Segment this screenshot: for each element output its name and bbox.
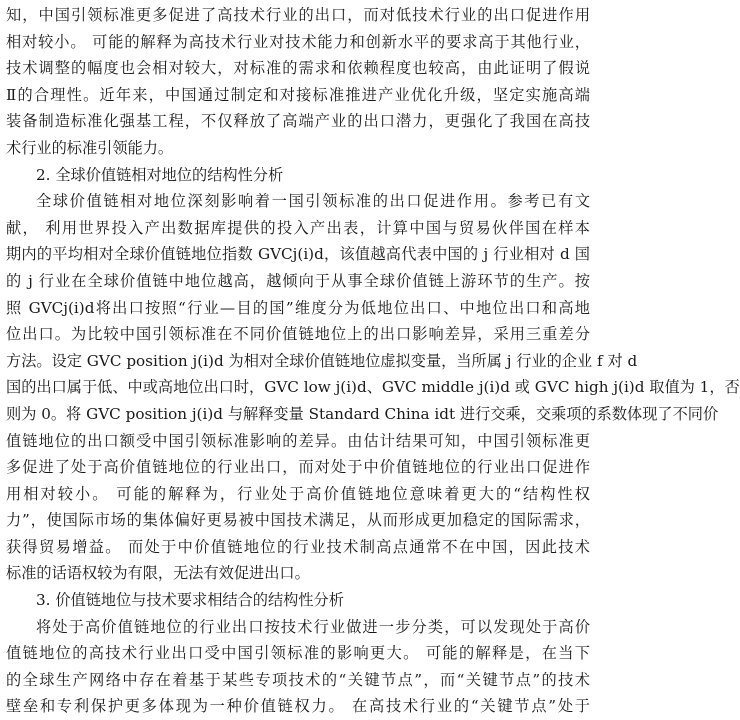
text-line: 方法。设定 GVC position j(i)d 为相对全球价值链地位虚拟变量，当所属 j 行业的企业 f 对 d bbox=[6, 351, 638, 370]
text-line: 技术调整的幅度也会相对较大，对标准的需求和依赖程度也较高，由此证明了假说 bbox=[6, 59, 590, 78]
text-line: 期内的平均相对全球价值链地位指数 GVCj(i)d，该值越高代表中国的 j 行业相对 d 国 bbox=[6, 245, 590, 264]
text-line: 位出口。为比较中国引领标准在不同价值链地位上的出口影响差异，采用三重差分 bbox=[6, 325, 590, 344]
text-line: 术行业的标准引领能力。 bbox=[6, 138, 174, 157]
text-line: 将处于高价值链地位的行业出口按技术行业做进一步分类，可以发现处于高价 bbox=[36, 617, 590, 636]
text-line: 力”，使国际市场的集体偏好更易被中国技术满足，从而形成更加稳定的国际需求， bbox=[6, 511, 590, 530]
text-line: 国的出口属于低、中或高地位出口时，GVC low j(i)d、GVC middle j(i)d 或 GVC high j(i)d 取值为 1，否 bbox=[6, 378, 740, 397]
text-line: 用相对较小。 可能的解释为，行业处于高价值链地位意味着更大的“结构性权 bbox=[6, 484, 590, 503]
section-heading-3: 3. 价值链地位与技术要求相结合的结构性分析 bbox=[36, 591, 344, 610]
text-line: 标准的话语权较为有限，无法有效促进出口。 bbox=[6, 564, 310, 583]
document-page bbox=[6, 2, 740, 720]
text-line: 的全球生产网络中存在着基于某些专项技术的“关键节点”，而“关键节点”的技术 bbox=[6, 670, 590, 689]
text-line: 相对较小。 可能的解释为高技术行业对技术能力和创新水平的要求高于其他行业， bbox=[6, 32, 590, 51]
text-line: 多促进了处于高价值链地位的行业出口，而对处于中价值链地位的行业出口促进作 bbox=[6, 458, 590, 477]
text-line: 知，中国引领标准更多促进了高技术行业的出口，而对低技术行业的出口促进作用 bbox=[6, 6, 590, 24]
text-line: 壁垒和专利保护更多体现为一种价值链权力。 在高技术行业的“关键节点”处于 bbox=[6, 697, 590, 716]
text-line: 献， 利用世界投入产出数据库提供的投入产出表，计算中国与贸易伙伴国在样本 bbox=[6, 218, 590, 237]
text-line: 值链地位的出口额受中国引领标准影响的差异。由估计结果可知，中国引领标准更 bbox=[6, 431, 590, 450]
text-line: 照 GVCj(i)d将出口按照“行业—目的国”维度分为低地位出口、中地位出口和高地 bbox=[6, 298, 590, 317]
text-line: 则为 0。将 GVC position j(i)d 与解释变量 Standard China idt 进行交乘，交乘项的系数体现了不同价 bbox=[6, 404, 719, 423]
text-line: 值链地位的高技术行业出口受中国引领标准的影响更大。 可能的解释是，在当下 bbox=[6, 644, 590, 663]
text-line: 的 j 行业在全球价值链中地位越高，越倾向于从事全球价值链上游环节的生产。按 bbox=[6, 271, 590, 290]
section-heading-2: 2. 全球价值链相对地位的结构性分析 bbox=[36, 165, 284, 184]
text-line: 全球价值链相对地位深刻影响着一国引领标准的出口促进作用。参考已有文 bbox=[36, 192, 590, 211]
text-line: Ⅱ的合理性。近年来，中国通过制定和对接标准推进产业优化升级，坚定实施高端 bbox=[6, 85, 590, 104]
text-line: 获得贸易增益。 而处于中价值链地位的行业技术制高点通常不在中国，因此技术 bbox=[6, 537, 590, 556]
paragraph-1 bbox=[6, 2, 590, 162]
text-line: 装备制造标准化强基工程，不仅释放了高端产业的出口潜力，更强化了我国在高技 bbox=[6, 112, 590, 131]
paragraph-2 bbox=[6, 188, 740, 587]
paragraph-3 bbox=[6, 614, 590, 720]
